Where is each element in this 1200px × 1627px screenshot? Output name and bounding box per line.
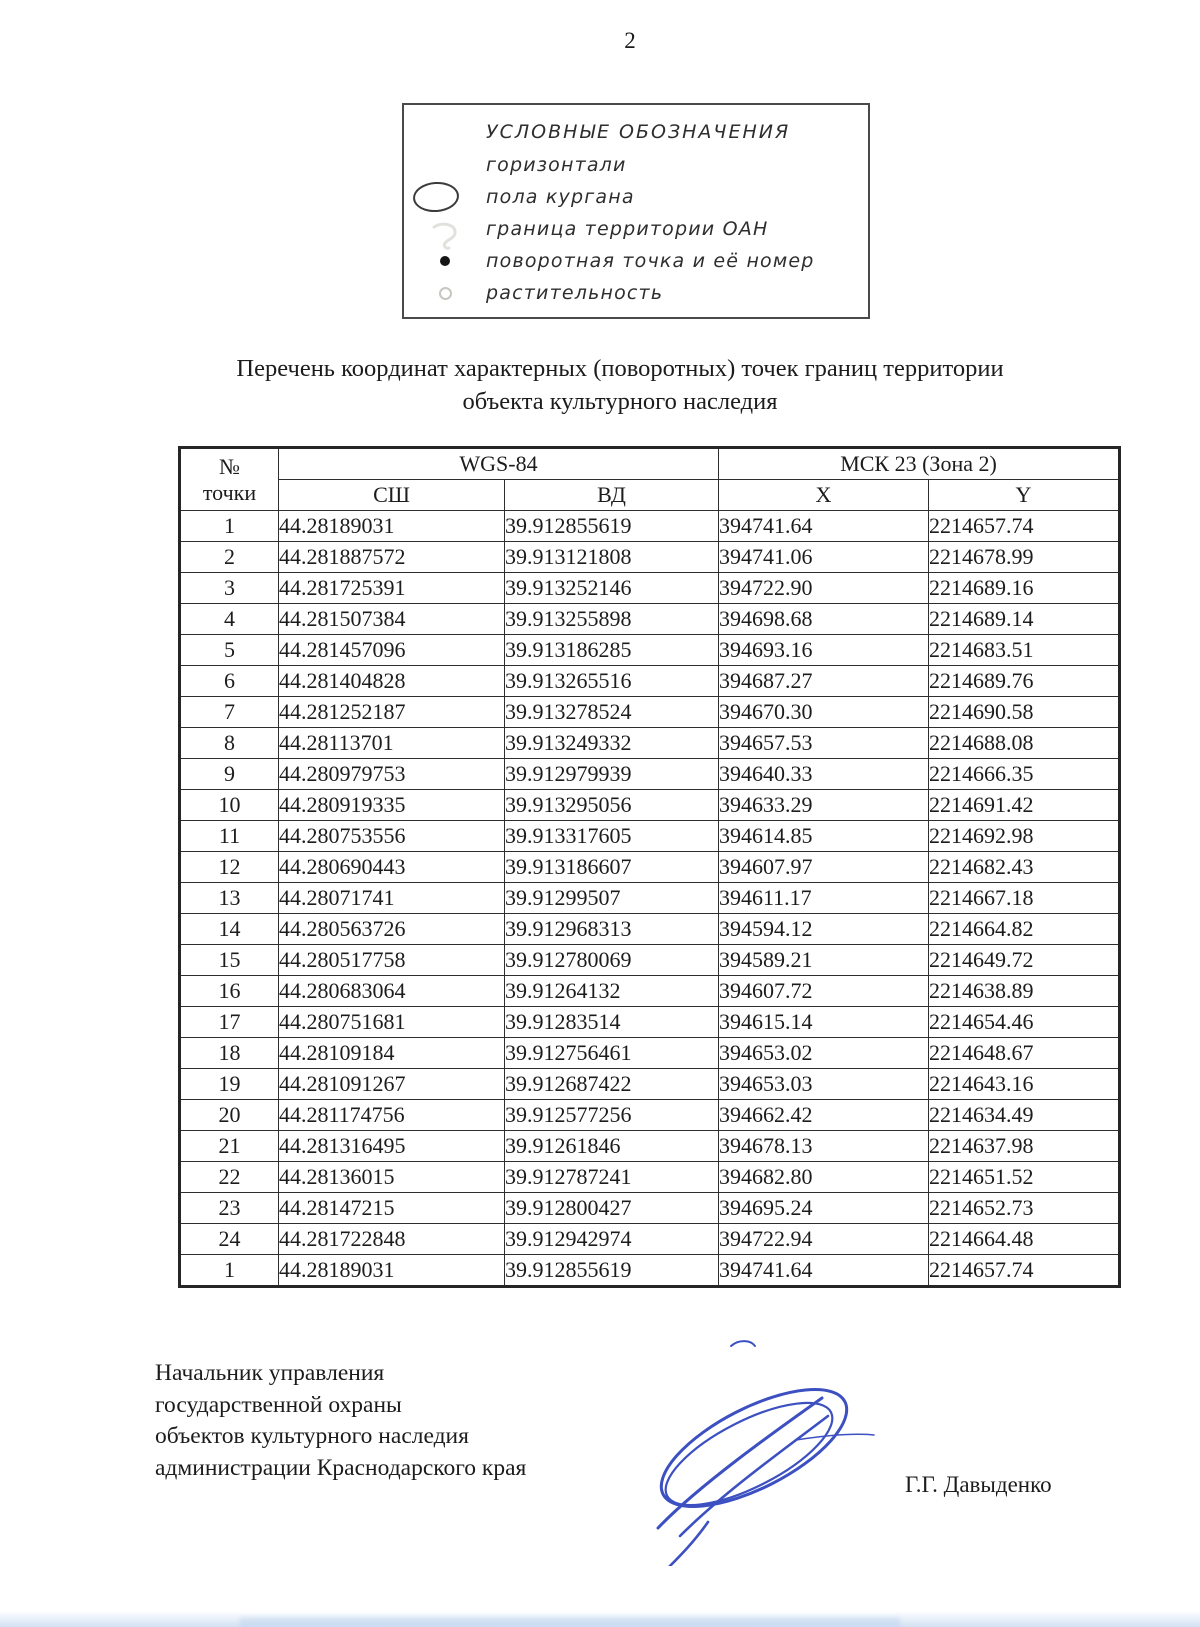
latitude-cell: 44.280979753 [279,759,505,790]
latitude-cell: 44.281404828 [279,666,505,697]
latitude-cell: 44.281316495 [279,1131,505,1162]
y-cell: 2214643.16 [929,1069,1120,1100]
longitude-cell: 39.91264132 [505,976,719,1007]
point-number-cell: 6 [180,666,279,697]
latitude-cell: 44.281252187 [279,697,505,728]
y-cell: 2214637.98 [929,1131,1120,1162]
column-header-y: Y [929,480,1120,511]
table-row [180,1069,1120,1100]
table-title [0,352,1200,418]
table-row [180,883,1120,914]
longitude-cell: 39.912942974 [505,1224,719,1255]
legend-item-label: поворотная точка и её номер [486,250,815,272]
latitude-cell: 44.280751681 [279,1007,505,1038]
y-cell: 2214682.43 [929,852,1120,883]
column-group-header-wgs84: WGS-84 [279,448,719,480]
x-cell: 394653.02 [719,1038,929,1069]
longitude-cell: 39.913278524 [505,697,719,728]
longitude-cell: 39.912577256 [505,1100,719,1131]
latitude-cell: 44.281457096 [279,635,505,666]
legend-box [402,103,870,319]
point-number-cell: 15 [180,945,279,976]
point-number-cell: 7 [180,697,279,728]
longitude-cell: 39.91261846 [505,1131,719,1162]
y-cell: 2214691.42 [929,790,1120,821]
x-cell: 394693.16 [719,635,929,666]
legend-title: УСЛОВНЫЕ ОБОЗНАЧЕНИЯ [486,121,791,143]
scanner-artifact-band [0,1611,1200,1627]
latitude-cell: 44.281722848 [279,1224,505,1255]
table-row [180,945,1120,976]
table-row [180,1007,1120,1038]
table-row [180,728,1120,759]
y-cell: 2214649.72 [929,945,1120,976]
y-cell: 2214683.51 [929,635,1120,666]
latitude-cell: 44.281507384 [279,604,505,635]
point-number-cell: 14 [180,914,279,945]
longitude-cell: 39.912780069 [505,945,719,976]
point-number-cell: 22 [180,1162,279,1193]
legend-item-contours [404,149,868,181]
longitude-cell: 39.913265516 [505,666,719,697]
x-cell: 394607.97 [719,852,929,883]
x-cell: 394741.06 [719,542,929,573]
y-cell: 2214678.99 [929,542,1120,573]
y-cell: 2214652.73 [929,1193,1120,1224]
x-cell: 394589.21 [719,945,929,976]
latitude-cell: 44.28189031 [279,1255,505,1287]
latitude-cell: 44.28189031 [279,511,505,542]
longitude-cell: 39.912855619 [505,1255,719,1287]
table-row [180,1131,1120,1162]
y-cell: 2214667.18 [929,883,1120,914]
table-row [180,573,1120,604]
table-row [180,1255,1120,1287]
table-row [180,604,1120,635]
table-row [180,511,1120,542]
table-row [180,1224,1120,1255]
point-number-cell: 18 [180,1038,279,1069]
latitude-cell: 44.281725391 [279,573,505,604]
table-row [180,542,1120,573]
latitude-cell: 44.28109184 [279,1038,505,1069]
point-number-cell: 23 [180,1193,279,1224]
longitude-cell: 39.912968313 [505,914,719,945]
longitude-cell: 39.912800427 [505,1193,719,1224]
point-number-cell: 3 [180,573,279,604]
table-row [180,821,1120,852]
x-cell: 394611.17 [719,883,929,914]
y-cell: 2214688.08 [929,728,1120,759]
vegetation-circle-icon [439,287,452,300]
signatory-name: Г.Г. Давыденко [905,1472,1052,1497]
legend-item-label: горизонтали [486,154,627,176]
x-cell: 394687.27 [719,666,929,697]
turning-point-dot-icon [440,256,450,266]
longitude-cell: 39.912855619 [505,511,719,542]
x-cell: 394682.80 [719,1162,929,1193]
longitude-cell: 39.913121808 [505,542,719,573]
point-number-cell: 8 [180,728,279,759]
point-number-cell: 12 [180,852,279,883]
y-cell: 2214689.16 [929,573,1120,604]
page-number: 2 [624,28,636,53]
table-row [180,1100,1120,1131]
column-header-longitude: ВД [505,480,719,511]
legend-item-label: пола кургана [486,186,635,208]
point-number-cell: 20 [180,1100,279,1131]
y-cell: 2214634.49 [929,1100,1120,1131]
y-cell: 2214638.89 [929,976,1120,1007]
column-header-latitude: СШ [279,480,505,511]
x-cell: 394614.85 [719,821,929,852]
longitude-cell: 39.913186607 [505,852,719,883]
point-number-cell: 17 [180,1007,279,1038]
table-row [180,759,1120,790]
point-number-cell: 9 [180,759,279,790]
table-row [180,790,1120,821]
x-cell: 394695.24 [719,1193,929,1224]
latitude-cell: 44.280683064 [279,976,505,1007]
table-row [180,1038,1120,1069]
point-number-cell: 21 [180,1131,279,1162]
y-cell: 2214689.76 [929,666,1120,697]
latitude-cell: 44.280753556 [279,821,505,852]
y-cell: 2214664.82 [929,914,1120,945]
latitude-cell: 44.281091267 [279,1069,505,1100]
y-cell: 2214690.58 [929,697,1120,728]
longitude-cell: 39.913317605 [505,821,719,852]
coordinates-table [178,446,1121,1288]
territory-boundary-icon [428,221,462,251]
x-cell: 394678.13 [719,1131,929,1162]
y-cell: 2214654.46 [929,1007,1120,1038]
point-number-cell: 19 [180,1069,279,1100]
point-number-cell: 1 [180,1255,279,1287]
y-cell: 2214666.35 [929,759,1120,790]
signatory-title: Начальник управления государственной охраны объектов культурного наследия администрации Краснодарского края [155,1360,527,1481]
longitude-cell: 39.913252146 [505,573,719,604]
x-cell: 394670.30 [719,697,929,728]
longitude-cell: 39.912787241 [505,1162,719,1193]
table-row [180,914,1120,945]
latitude-cell: 44.280690443 [279,852,505,883]
point-number-cell: 5 [180,635,279,666]
longitude-cell: 39.913255898 [505,604,719,635]
latitude-cell: 44.28071741 [279,883,505,914]
longitude-cell: 39.912687422 [505,1069,719,1100]
column-header-point-number: № точки [180,448,279,511]
point-number-cell: 1 [180,511,279,542]
x-cell: 394615.14 [719,1007,929,1038]
legend-item-label: граница территории ОАН [486,218,769,240]
latitude-cell: 44.281174756 [279,1100,505,1131]
x-cell: 394741.64 [719,1255,929,1287]
latitude-cell: 44.28147215 [279,1193,505,1224]
y-cell: 2214657.74 [929,1255,1120,1287]
point-number-cell: 11 [180,821,279,852]
x-cell: 394722.90 [719,573,929,604]
point-number-cell: 16 [180,976,279,1007]
table-row [180,852,1120,883]
column-header-x: X [719,480,929,511]
longitude-cell: 39.912979939 [505,759,719,790]
table-title-line1: Перечень координат характерных (поворотных) точек границ территории [236,355,1004,382]
table-header-row-1 [180,448,1120,480]
legend-item-label: растительность [486,282,664,304]
point-number-cell: 10 [180,790,279,821]
longitude-cell: 39.91283514 [505,1007,719,1038]
y-cell: 2214648.67 [929,1038,1120,1069]
table-row [180,976,1120,1007]
column-group-header-msk23: МСК 23 (Зона 2) [719,448,1120,480]
longitude-cell: 39.913295056 [505,790,719,821]
latitude-cell: 44.280517758 [279,945,505,976]
longitude-cell: 39.913186285 [505,635,719,666]
legend-item-vegetation [404,277,868,309]
x-cell: 394633.29 [719,790,929,821]
point-number-cell: 24 [180,1224,279,1255]
table-row [180,635,1120,666]
x-cell: 394640.33 [719,759,929,790]
table-row [180,1193,1120,1224]
x-cell: 394741.64 [719,511,929,542]
handwritten-signature [636,1336,876,1566]
x-cell: 394722.94 [719,1224,929,1255]
legend-item-boundary [404,213,868,245]
point-number-cell: 2 [180,542,279,573]
longitude-cell: 39.912756461 [505,1038,719,1069]
point-number-cell: 4 [180,604,279,635]
y-cell: 2214689.14 [929,604,1120,635]
coordinate-table-body [180,511,1120,1287]
x-cell: 394594.12 [719,914,929,945]
table-header-row-2 [180,480,1120,511]
point-number-cell: 13 [180,883,279,914]
y-cell: 2214651.52 [929,1162,1120,1193]
x-cell: 394662.42 [719,1100,929,1131]
latitude-cell: 44.280919335 [279,790,505,821]
x-cell: 394657.53 [719,728,929,759]
longitude-cell: 39.91299507 [505,883,719,914]
x-cell: 394698.68 [719,604,929,635]
x-cell: 394607.72 [719,976,929,1007]
latitude-cell: 44.28113701 [279,728,505,759]
latitude-cell: 44.281887572 [279,542,505,573]
table-row [180,1162,1120,1193]
y-cell: 2214692.98 [929,821,1120,852]
latitude-cell: 44.280563726 [279,914,505,945]
y-cell: 2214664.48 [929,1224,1120,1255]
x-cell: 394653.03 [719,1069,929,1100]
latitude-cell: 44.28136015 [279,1162,505,1193]
table-row [180,666,1120,697]
y-cell: 2214657.74 [929,511,1120,542]
table-row [180,697,1120,728]
table-title-line2: объекта культурного наследия [462,388,778,415]
longitude-cell: 39.913249332 [505,728,719,759]
